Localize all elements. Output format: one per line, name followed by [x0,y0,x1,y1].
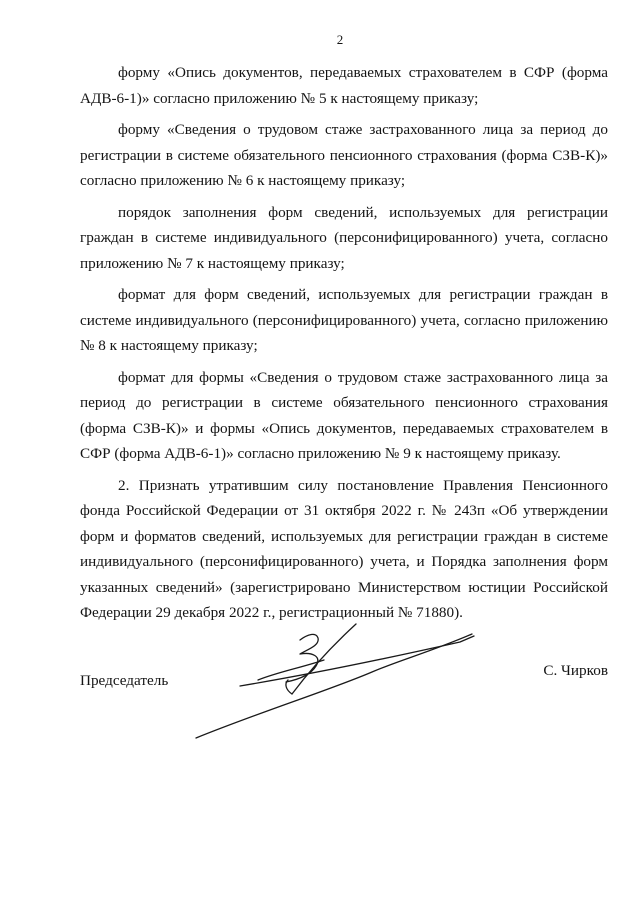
paragraph-adv-6-1-form: форму «Опись документов, передаваемых страхователем в СФР (форма АДВ-6-1)» согласно приложению № 5 к настоящему приказу; [80,64,608,107]
document-body [80,60,608,626]
page-number: 2 [336,32,344,47]
paragraph-repeal-resolution: 2. Признать утратившим силу постановление Правления Пенсионного фонда Российской Федерации от 31 октября 2022 г. № 243п «Об утверждении форм и форматов сведений, используемых для регистрации граждан в системе индивидуального (персонифицированного) учета, и Порядка заполнения форм указанных сведений» (зарегистрировано Министерством юстиции Российской Федерации 29 декабря 2022 г., регистрационный № 71880). [80,476,608,621]
signatory-name: С. Чирков [543,662,608,679]
signature-block [80,660,608,700]
paragraph-format-szv-k-adv: формат для формы «Сведения о трудовом стаже застрахованного лица за период до регистрации в системе обязательного пенсионного страхования (форма СЗВ-К)» и формы «Опись документов, передаваемых страхователем в СФР (форма АДВ-6-1)» согласно приложению № 9 к настоящему приказу. [80,368,608,462]
paragraph-szv-k-form: форму «Сведения о трудовом стаже застрахованного лица за период до регистрации в системе обязательного пенсионного страхования (форма СЗВ-К)» согласно приложению № 6 к настоящему приказу; [80,121,608,189]
paragraph-format-forms: формат для форм сведений, используемых для регистрации граждан в системе индивидуального (персонифицированного) учета, согласно приложению № 8 к настоящему приказу; [80,286,608,354]
paragraph-filling-procedure: порядок заполнения форм сведений, используемых для регистрации граждан в системе индивидуального (персонифицированного) учета, согласно приложению № 7 к настоящему приказу; [80,203,608,272]
signatory-title: Председатель [80,672,169,689]
